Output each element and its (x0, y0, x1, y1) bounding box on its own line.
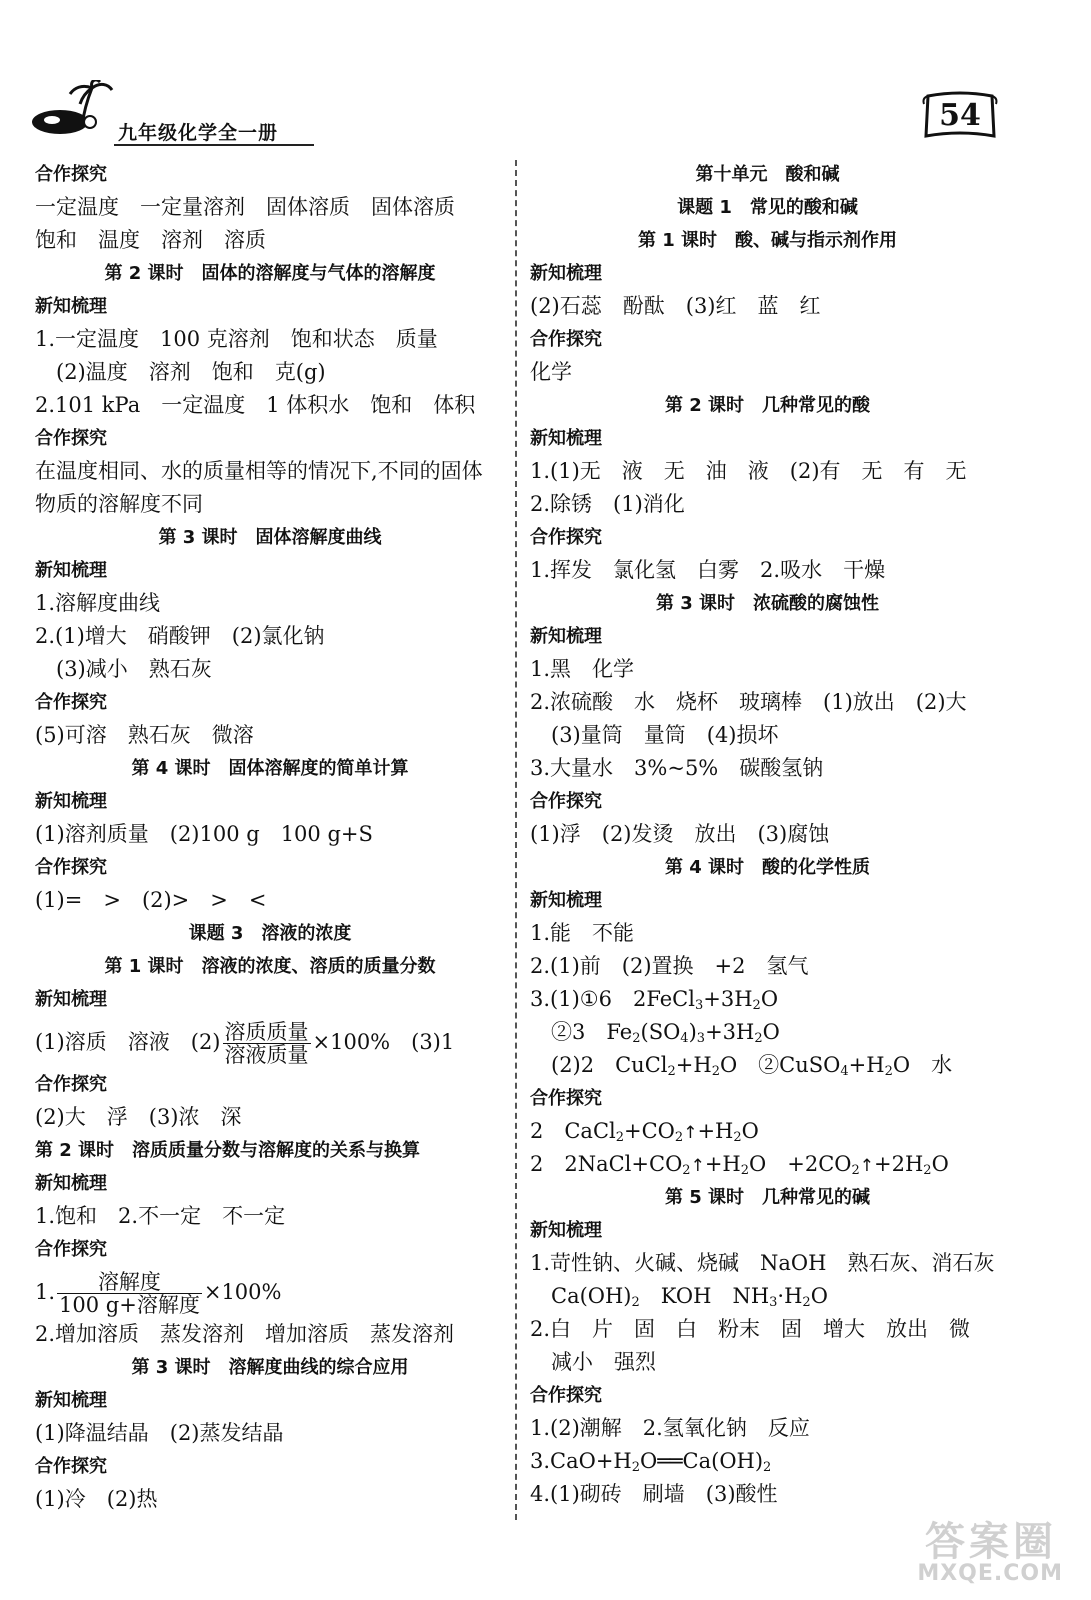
subscript: 2 (711, 1064, 720, 1079)
right-column (530, 158, 1005, 1511)
subscript: 3 (769, 1295, 778, 1310)
formula-text: +H (697, 1119, 734, 1143)
section-heading: 新知梳理 (35, 1173, 107, 1194)
answer-line-formula (530, 983, 1005, 1016)
answer-line: 1.能 不能 (530, 921, 635, 945)
subscript: 2 (884, 1064, 893, 1079)
section-heading: 新知梳理 (530, 428, 602, 449)
answer-line: 2.浓硫酸 水 烧杯 玻璃棒 (1)放出 (2)大 (530, 690, 967, 714)
book-title: 九年级化学全一册 (118, 122, 279, 144)
answer-line-formula (530, 1148, 1005, 1181)
answer-line: 饱和 温度 溶剂 溶质 (35, 228, 266, 252)
topic-title: 课题 3 溶液的浓度 (188, 923, 352, 944)
subscript: 2 (740, 1163, 750, 1178)
subscript: 2 (802, 1295, 811, 1310)
fraction (57, 1271, 202, 1316)
fraction-numerator: 溶解度 (57, 1271, 202, 1294)
subscript: 3 (696, 1031, 706, 1046)
answer-line: 一定温度 一定量溶剂 固体溶质 固体溶质 (35, 195, 455, 219)
subscript: 2 (674, 1130, 684, 1145)
section-heading: 合作探究 (530, 1088, 602, 1109)
subscript: 2 (615, 1130, 625, 1145)
formula-text: 2 CaCl (530, 1119, 616, 1143)
watermark-logo-text: 答案圈 (925, 1519, 1057, 1565)
gas-arrow-icon: ↑ (683, 1123, 698, 1143)
formula-text: +CO (624, 1119, 675, 1143)
lesson-title: 第 4 课时 固体溶解度的简单计算 (131, 758, 409, 779)
section-heading: 新知梳理 (35, 791, 107, 812)
answer-line-formula (530, 1049, 1005, 1082)
subscript: 2 (682, 1163, 691, 1178)
section-heading: 新知梳理 (35, 989, 107, 1010)
topic-title: 课题 1 常见的酸和碱 (677, 197, 858, 218)
formula-text: ②3 Fe (530, 1020, 633, 1044)
answer-line: 2.增加溶质 蒸发溶剂 增加溶质 蒸发溶剂 (35, 1322, 455, 1346)
formula-text: +2H (874, 1152, 924, 1176)
formula-text: O══Ca(OH) (640, 1449, 764, 1473)
answer-line: (1)= > (2)> > < (35, 888, 267, 912)
answer-line-formula (530, 1016, 1005, 1049)
page-header (30, 80, 1060, 150)
header-rule (114, 144, 314, 146)
formula-text: O 水 (892, 1053, 953, 1077)
lesson-title: 第 3 课时 固体溶解度曲线 (158, 527, 382, 548)
section-heading: 合作探究 (35, 692, 107, 713)
answer-line: (1)浮 (2)发烫 放出 (3)腐蚀 (530, 822, 830, 846)
answer-line-formula (530, 1280, 1005, 1313)
subscript: 2 (763, 1460, 772, 1475)
lesson-title: 第 5 课时 几种常见的碱 (664, 1187, 871, 1208)
subscript: 2 (733, 1130, 742, 1145)
answer-line: 1.苛性钠、火碱、烧碱 NaOH 熟石灰、消石灰 (530, 1251, 995, 1275)
answer-line: 减小 强烈 (530, 1350, 656, 1374)
formula-text: ) (688, 1020, 697, 1044)
answer-line-formula (530, 1445, 1005, 1478)
fraction-denominator: 100 g+溶解度 (59, 1293, 200, 1317)
formula-text: (SO (640, 1020, 681, 1044)
unit-title: 第十单元 酸和碱 (695, 164, 840, 185)
answer-line: 2.除锈 (1)消化 (530, 492, 685, 516)
section-heading: 合作探究 (35, 428, 107, 449)
section-heading: 合作探究 (35, 1239, 107, 1260)
fraction (223, 1021, 311, 1066)
section-heading: 合作探究 (530, 527, 602, 548)
palm-island-logo-icon (30, 80, 114, 140)
subscript: 2 (851, 1163, 860, 1178)
answer-line: 1.(1)无 液 无 油 液 (2)有 无 有 无 (530, 459, 967, 483)
subscript: 2 (631, 1460, 641, 1475)
subscript: 3 (694, 998, 704, 1013)
section-heading: 新知梳理 (530, 890, 602, 911)
answer-line: 1.挥发 氯化氢 白雾 2.吸水 干燥 (530, 558, 886, 582)
watermark-url: MXQE.COM (917, 1561, 1063, 1586)
answer-line: 在温度相同、水的质量相等的情况下,不同的固体 (35, 459, 483, 483)
section-heading: 新知梳理 (530, 626, 602, 647)
lesson-title: 第 1 课时 酸、碱与指示剂作用 (637, 230, 898, 251)
answer-line: 1.溶解度曲线 (35, 591, 161, 615)
formula-text: O (741, 1119, 759, 1143)
page-number: 54 (939, 98, 981, 133)
section-heading: 新知梳理 (530, 1220, 602, 1241)
answer-line-fraction (35, 1016, 505, 1068)
lesson-title: 第 2 课时 几种常见的酸 (664, 395, 871, 416)
page-number-badge (920, 88, 1000, 144)
subscript: 2 (752, 998, 761, 1013)
formula-text: (2)2 CuCl (530, 1053, 668, 1077)
answer-text: 1. (35, 1280, 56, 1304)
answer-line: (1)冷 (2)热 (35, 1487, 158, 1511)
lesson-title: 第 2 课时 溶质质量分数与溶解度的关系与换算 (35, 1140, 421, 1161)
lesson-title: 第 1 课时 溶液的浓度、溶质的质量分数 (104, 956, 436, 977)
formula-text: 3.(1)①6 2FeCl (530, 987, 695, 1011)
answer-line: 1.黑 化学 (530, 657, 635, 681)
answer-line: 化学 (530, 360, 572, 384)
answer-line: 2.(1)前 (2)置换 +2 氢气 (530, 954, 809, 978)
answer-line: (3)减小 熟石灰 (35, 657, 212, 681)
left-column (35, 158, 505, 1516)
formula-text: +3H (705, 1020, 755, 1044)
answer-line: 1.(2)潮解 2.氢氧化钠 反应 (530, 1416, 810, 1440)
answer-line: 4.(1)砌砖 刷墙 (3)酸性 (530, 1482, 778, 1506)
answer-line: 物质的溶解度不同 (35, 492, 203, 516)
subscript: 2 (631, 1295, 640, 1310)
formula-text: +H (704, 1152, 741, 1176)
answer-line: 1.一定温度 100 克溶剂 饱和状态 质量 (35, 327, 438, 351)
formula-text: ·H (777, 1284, 803, 1308)
answer-text: ×100% (3)1 (312, 1030, 455, 1054)
section-heading: 新知梳理 (530, 263, 602, 284)
answer-line: (3)量筒 量筒 (4)损坏 (530, 723, 779, 747)
section-heading: 合作探究 (530, 329, 602, 350)
answer-line: 2.(1)增大 硝酸钾 (2)氯化钠 (35, 624, 325, 648)
answer-line: (5)可溶 熟石灰 微溶 (35, 723, 254, 747)
section-heading: 合作探究 (35, 1456, 107, 1477)
lesson-title: 第 2 课时 固体的溶解度与气体的溶解度 (104, 263, 436, 284)
formula-text: O +2CO (749, 1152, 852, 1176)
section-heading: 合作探究 (530, 1385, 602, 1406)
answer-line: (1)溶剂质量 (2)100 g 100 g+S (35, 822, 373, 846)
section-heading: 新知梳理 (35, 1390, 107, 1411)
answer-line: 2.白 片 固 白 粉末 固 增大 放出 微 (530, 1317, 971, 1341)
answer-line-fraction (35, 1266, 505, 1318)
formula-text: +H (848, 1053, 885, 1077)
formula-text: +H (675, 1053, 712, 1077)
answer-line: (2)大 浮 (3)浓 深 (35, 1105, 242, 1129)
watermark (857, 1510, 1067, 1586)
answer-line: (2)石蕊 酚酞 (3)红 蓝 红 (530, 294, 821, 318)
formula-text: O (810, 1284, 828, 1308)
subscript: 2 (632, 1031, 641, 1046)
section-heading: 合作探究 (35, 1074, 107, 1095)
answer-text: ×100% (203, 1280, 282, 1304)
formula-text: O (931, 1152, 949, 1176)
subscript: 4 (840, 1064, 849, 1079)
fraction-numerator: 溶质质量 (224, 1020, 309, 1044)
answer-line: 2.101 kPa 一定温度 1 体积水 饱和 体积 (35, 393, 476, 417)
gas-arrow-icon: ↑ (690, 1156, 705, 1176)
formula-text: O (762, 1020, 780, 1044)
answer-line-formula (530, 1115, 1005, 1148)
section-heading: 新知梳理 (35, 296, 107, 317)
section-heading: 合作探究 (530, 791, 602, 812)
answer-line: 3.大量水 3%~5% 碳酸氢钠 (530, 756, 824, 780)
lesson-title: 第 3 课时 溶解度曲线的综合应用 (131, 1357, 409, 1378)
lesson-title: 第 4 课时 酸的化学性质 (664, 857, 871, 878)
section-heading: 合作探究 (35, 164, 107, 185)
answer-line: (2)温度 溶剂 饱和 克(g) (35, 360, 326, 384)
lesson-title: 第 3 课时 浓硫酸的腐蚀性 (655, 593, 880, 614)
gas-arrow-icon: ↑ (859, 1156, 875, 1176)
formula-text: O (760, 987, 779, 1011)
formula-text: O ②CuSO (719, 1053, 841, 1077)
formula-text: KOH NH (639, 1284, 770, 1308)
answer-text: (1)溶质 溶液 (2) (35, 1030, 221, 1054)
formula-text: 3.CaO+H (530, 1449, 632, 1473)
formula-text: +3H (703, 987, 753, 1011)
subscript: 4 (680, 1031, 689, 1046)
formula-text: Ca(OH) (530, 1284, 632, 1308)
subscript: 2 (754, 1031, 763, 1046)
section-heading: 新知梳理 (35, 560, 107, 581)
answer-line: 1.饱和 2.不一定 不一定 (35, 1204, 286, 1228)
formula-text: 2 2NaCl+CO (530, 1152, 683, 1176)
column-divider (515, 160, 517, 1520)
subscript: 2 (923, 1163, 932, 1178)
fraction-denominator: 溶液质量 (224, 1043, 309, 1067)
answer-line: (1)降温结晶 (2)蒸发结晶 (35, 1421, 284, 1445)
section-heading: 合作探究 (35, 857, 107, 878)
subscript: 2 (667, 1064, 676, 1079)
